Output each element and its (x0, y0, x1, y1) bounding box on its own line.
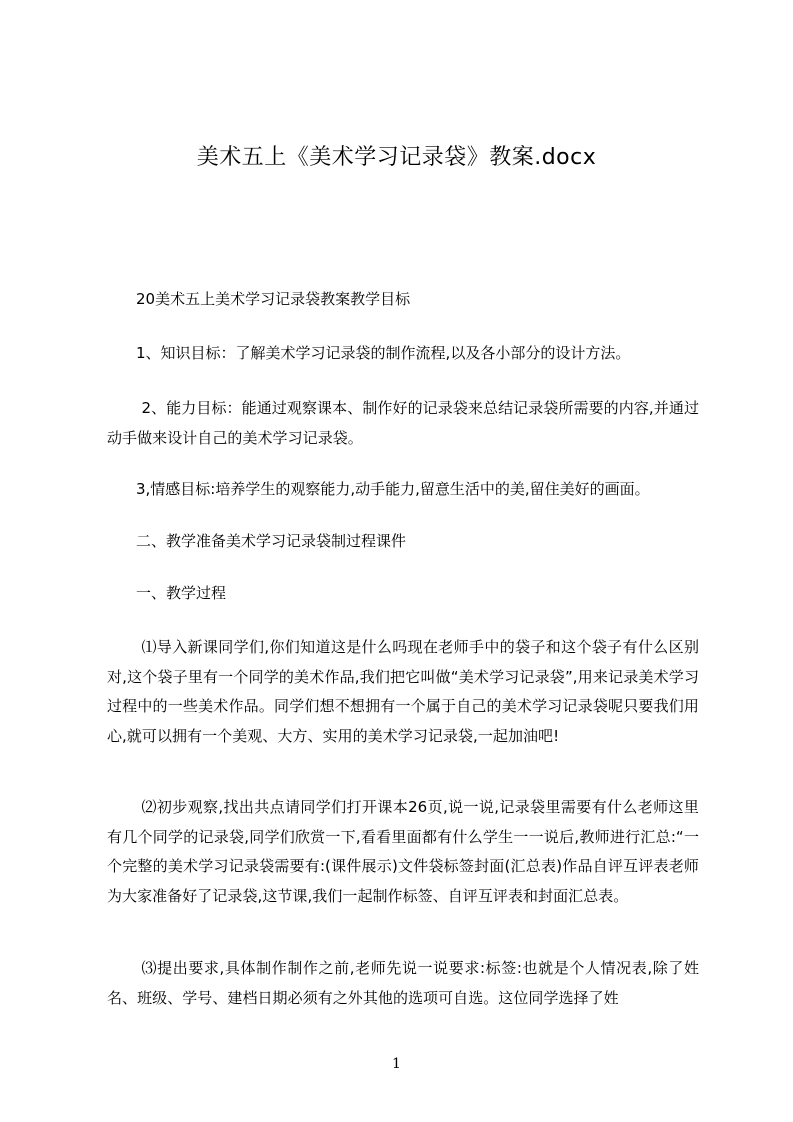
lesson-heading: 20美术五上美术学习记录袋教案教学目标 (136, 290, 411, 308)
section-teaching-process: 一、教学过程 (136, 584, 227, 602)
document-title: 美术五上《美术学习记录袋》教案.docx (196, 145, 597, 170)
objective-emotion: 3,情感目标:培养学生的观察能力,动手能力,留意生活中的美,留住美好的画面。 (136, 480, 650, 498)
section-teaching-preparation: 二、教学准备美术学习记录袋制过程课件 (136, 532, 407, 550)
objective-knowledge: 1、知识目标：了解美术学习记录袋的制作流程,以及各小部分的设计方法。 (136, 344, 631, 362)
page-number: 1 (392, 1056, 401, 1072)
step-requirements: ⑶提出要求,具体制作制作之前,老师先说一说要求:标签:也就是个人情况表,除了姓名、班级、学号、建档日期必须有之外其他的选项可自选。这位同学选择了姓 (107, 959, 699, 1007)
objective-ability: 2、能力目标：能通过观察课本、制作好的记录袋来总结记录袋所需要的内容,并通过动手做来设计自己的美术学习记录袋。 (107, 399, 699, 447)
step-observation: ⑵初步观察,找出共点请同学们打开课本26页,说一说,记录袋里需要有什么老师这里有几个同学的记录袋,同学们欣赏一下,看看里面都有什么学生一一说后,教师进行汇总:“一个完整的美术学习记录袋需要有:(课件展示)文件袋标签封面(汇总表)作品自评互评表老师为大家准备好了记录袋,这节课,我们一起制作标签、自评互评表和封面汇总表。 (107, 798, 699, 905)
step-introduction: ⑴导入新课同学们,你们知道这是什么吗现在老师手中的袋子和这个袋子有什么区别对,这个袋子里有一个同学的美术作品,我们把它叫做“美术学习记录袋”,用来记录美术学习过程中的一些美术作品。同学们想不想拥有一个属于自己的美术学习记录袋呢只要我们用心,就可以拥有一个美观、大方、实用的美术学习记录袋,一起加油吧! (107, 638, 699, 745)
